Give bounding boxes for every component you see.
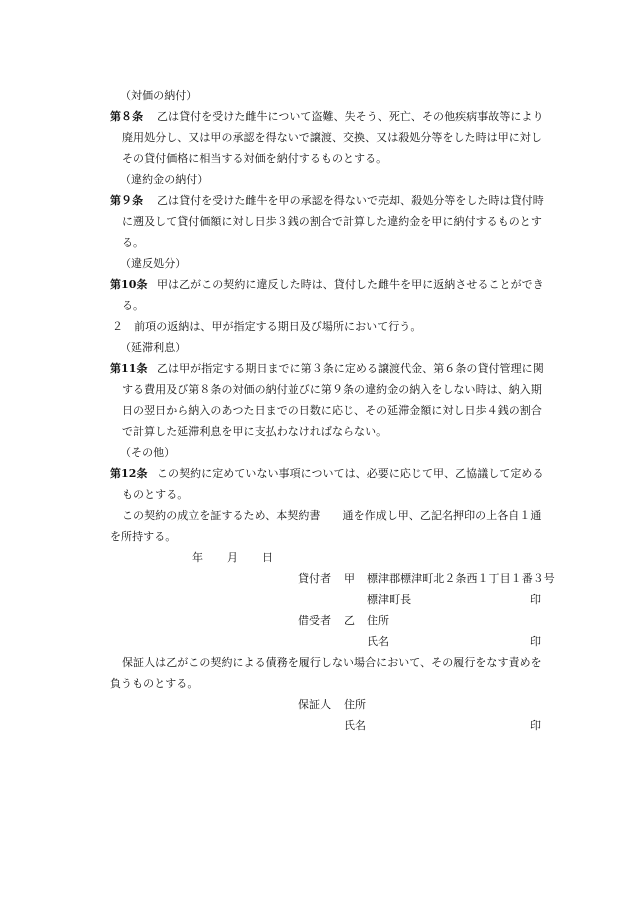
article-9-caption: （違約金の納付）	[120, 173, 209, 186]
guarantee-line-2: 負うものとする。	[110, 677, 199, 690]
lender-address: 標津郡標津町北２条西１丁目１番３号	[367, 572, 555, 585]
article-10-number: 第10条	[110, 278, 148, 291]
article-11-line-1: 乙は甲が指定する期日までに第３条に定める譲渡代金、第６条の貸付管理に関	[157, 362, 544, 375]
borrower-seal: 印	[530, 635, 542, 648]
article-12-caption: （その他）	[120, 446, 176, 459]
borrower-address-label: 住所	[367, 614, 390, 627]
article-8-line-3: その貸付価格に相当する対価を納付するものとする。	[122, 152, 388, 165]
article-12-line-1: この契約に定めていない事項については、必要に応じて甲、乙協議して定める	[157, 467, 544, 480]
article-11-line-2: する費用及び第８条の対価の納付並びに第９条の違約金の納入をしない時は、納入期	[122, 383, 542, 396]
guarantor-role: 保証人	[298, 698, 332, 711]
article-8-line-1: 乙は貸付を受けた雌牛について盗難、失そう、死亡、その他疾病事故等により	[157, 110, 544, 123]
borrower-party: 乙	[344, 614, 356, 627]
article-10-caption: （違反処分）	[120, 257, 187, 270]
article-9-line-2: に遡及して貸付価額に対し日歩３銭の割合で計算した違約金を甲に納付するものとす	[122, 215, 542, 228]
date-day-label: 日	[262, 551, 274, 564]
lender-party: 甲	[344, 572, 356, 585]
article-10-line-1: 甲は乙がこの契約に違反した時は、貸付した雌牛を甲に返納させることができ	[157, 278, 544, 291]
date-year-label: 年	[192, 551, 204, 564]
guarantor-seal: 印	[530, 719, 542, 732]
article-9-line-1: 乙は貸付を受けた雌牛を甲の承認を得ないで売却、殺処分等をした時は貸付時	[157, 194, 544, 207]
article-11-line-3: 日の翌日から納入のあつた日までの日数に応じ、その延滞金額に対し日歩４銭の割合	[122, 404, 542, 417]
article-11-number: 第11条	[110, 362, 148, 375]
guarantor-name-label: 氏名	[344, 719, 367, 732]
borrower-role: 借受者	[298, 614, 332, 627]
article-9-number: 第９条	[110, 194, 144, 207]
article-12-line-2: ものとする。	[122, 488, 189, 501]
guarantee-line-1: 保証人は乙がこの契約による債務を履行しない場合において、その履行をなす責めを	[122, 656, 542, 669]
closing-line-1: この契約の成立を証するため、本契約書 通を作成し甲、乙記名押印の上各自１通	[122, 509, 542, 522]
article-11-line-4: で計算した延滞利息を甲に支払わなければならない。	[122, 425, 388, 438]
date-month-label: 月	[227, 551, 239, 564]
guarantor-address-label: 住所	[344, 698, 367, 711]
lender-name: 標津町長	[367, 593, 412, 606]
lender-seal: 印	[530, 593, 542, 606]
article-8-line-2: 廃用処分し、又は甲の承認を得ないで譲渡、交換、又は殺処分等をした時は甲に対し	[122, 131, 542, 144]
article-10-line-2: る。	[122, 299, 145, 312]
article-10-paragraph-2: ２ 前項の返納は、甲が指定する期日及び場所において行う。	[112, 320, 422, 333]
article-11-caption: （延滞利息）	[120, 341, 187, 354]
article-8-caption: （対価の納付）	[120, 89, 198, 102]
article-8-number: 第８条	[110, 110, 144, 123]
borrower-name-label: 氏名	[367, 635, 390, 648]
closing-line-2: を所持する。	[110, 530, 177, 543]
article-9-line-3: る。	[122, 236, 145, 249]
article-12-number: 第12条	[110, 467, 148, 480]
lender-role: 貸付者	[298, 572, 332, 585]
